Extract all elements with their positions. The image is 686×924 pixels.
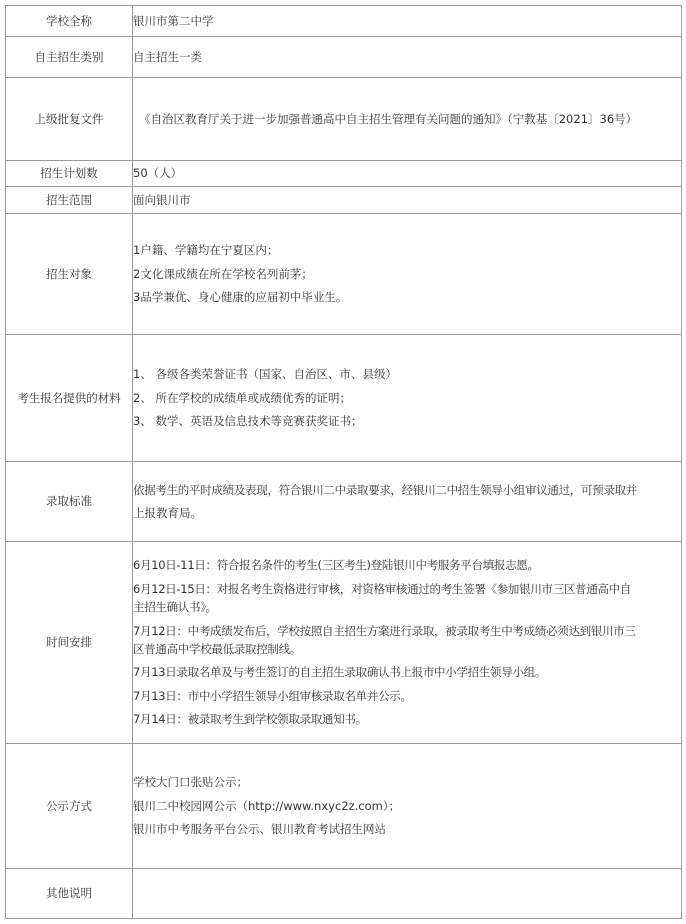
list-item: 2文化课成绩在所在学校名列前茅； xyxy=(133,266,313,281)
table-row xyxy=(6,214,682,335)
table-row xyxy=(6,335,682,462)
row-label-targets: 招生对象 xyxy=(6,214,133,335)
list-item: 1户籍、学籍均在宁夏区内； xyxy=(133,243,279,258)
plan-count-value: 50（人） xyxy=(133,161,682,187)
schedule-line: 6月10日-11日：符合报名条件的考生(三区考生)登陆银川中考服务平台填报志愿。 xyxy=(133,558,539,573)
schedule-line: 主招生确认书》。 xyxy=(133,600,217,615)
table-row xyxy=(6,462,682,542)
row-label-scope: 招生范围 xyxy=(6,187,133,214)
other-value xyxy=(133,869,682,919)
scope-value: 面向银川市 xyxy=(133,187,682,214)
table-row xyxy=(6,78,682,161)
table-row xyxy=(6,869,682,919)
schedule-line: 6月12日-15日：对报名考生资格进行审核，对资格审核通过的考生签署《参加银川市三区普通高中自 xyxy=(133,581,632,596)
approval-document-value xyxy=(133,78,682,161)
row-label-school-name: 学校全称 xyxy=(6,6,133,37)
table-row xyxy=(6,37,682,78)
list-item: 银川二中校园网公示（http://www.nxyc2z.com）； xyxy=(133,798,401,813)
schedule-value xyxy=(133,542,682,744)
row-label-other: 其他说明 xyxy=(6,869,133,919)
row-label-criteria: 录取标准 xyxy=(6,462,133,542)
list-item: 3、 数学、英语及信息技术等竞赛获奖证书； xyxy=(133,414,363,429)
admission-info-table xyxy=(5,5,682,919)
table-row xyxy=(6,744,682,869)
schedule-line: 7月14日：被录取考生到学校领取录取通知书。 xyxy=(133,712,367,727)
school-name-value: 银川市第二中学 xyxy=(133,6,682,37)
row-label-materials: 考生报名提供的材料 xyxy=(6,335,133,462)
list-item: 1、 各级各类荣誉证书（国家、自治区、市、县级） xyxy=(133,367,397,382)
schedule-line: 7月13日：市中小学招生领导小组审核录取名单并公示。 xyxy=(133,688,412,703)
table-row xyxy=(6,6,682,37)
targets-value xyxy=(133,214,682,335)
schedule-line: 区普通高中学校最低录取控制线。 xyxy=(133,642,301,656)
table-row xyxy=(6,187,682,214)
list-item: 银川市中考服务平台公示、银川教育考试招生网站 xyxy=(133,822,386,837)
schedule-line: 7月13日录取名单及与考生签订的自主招生录取确认书上报市中小学招生领导小组。 xyxy=(133,665,547,680)
criteria-value xyxy=(133,462,682,542)
list-item: 2、 所在学校的成绩单或成绩优秀的证明； xyxy=(133,390,351,405)
criteria-text-line: 上报教育局。 xyxy=(133,506,202,520)
row-label-publicity: 公示方式 xyxy=(6,744,133,869)
publicity-value xyxy=(133,744,682,869)
list-item: 3品学兼优、身心健康的应届初中毕业生。 xyxy=(133,290,348,305)
materials-value xyxy=(133,335,682,462)
approval-document-text: 《自治区教育厅关于进一步加强普通高中自主招生管理有关问题的通知》（宁教基〔2021〕36号） xyxy=(139,111,638,126)
row-label-plan-count: 招生计划数 xyxy=(6,161,133,187)
criteria-text-line: 依据考生的平时成绩及表现，符合银川二中录取要求，经银川二中招生领导小组审议通过，可预录取并 xyxy=(133,482,637,497)
schedule-line: 7月12日：中考成绩发布后，学校按照自主招生方案进行录取，被录取考生中考成绩必须达到银川市三 xyxy=(133,623,636,638)
row-label-category: 自主招生类别 xyxy=(6,37,133,78)
table-row xyxy=(6,542,682,744)
row-label-schedule: 时间安排 xyxy=(6,542,133,744)
list-item: 学校大门口张贴公示； xyxy=(133,775,248,790)
table-row xyxy=(6,161,682,187)
category-value: 自主招生一类 xyxy=(133,37,682,78)
row-label-approval: 上级批复文件 xyxy=(6,78,133,161)
